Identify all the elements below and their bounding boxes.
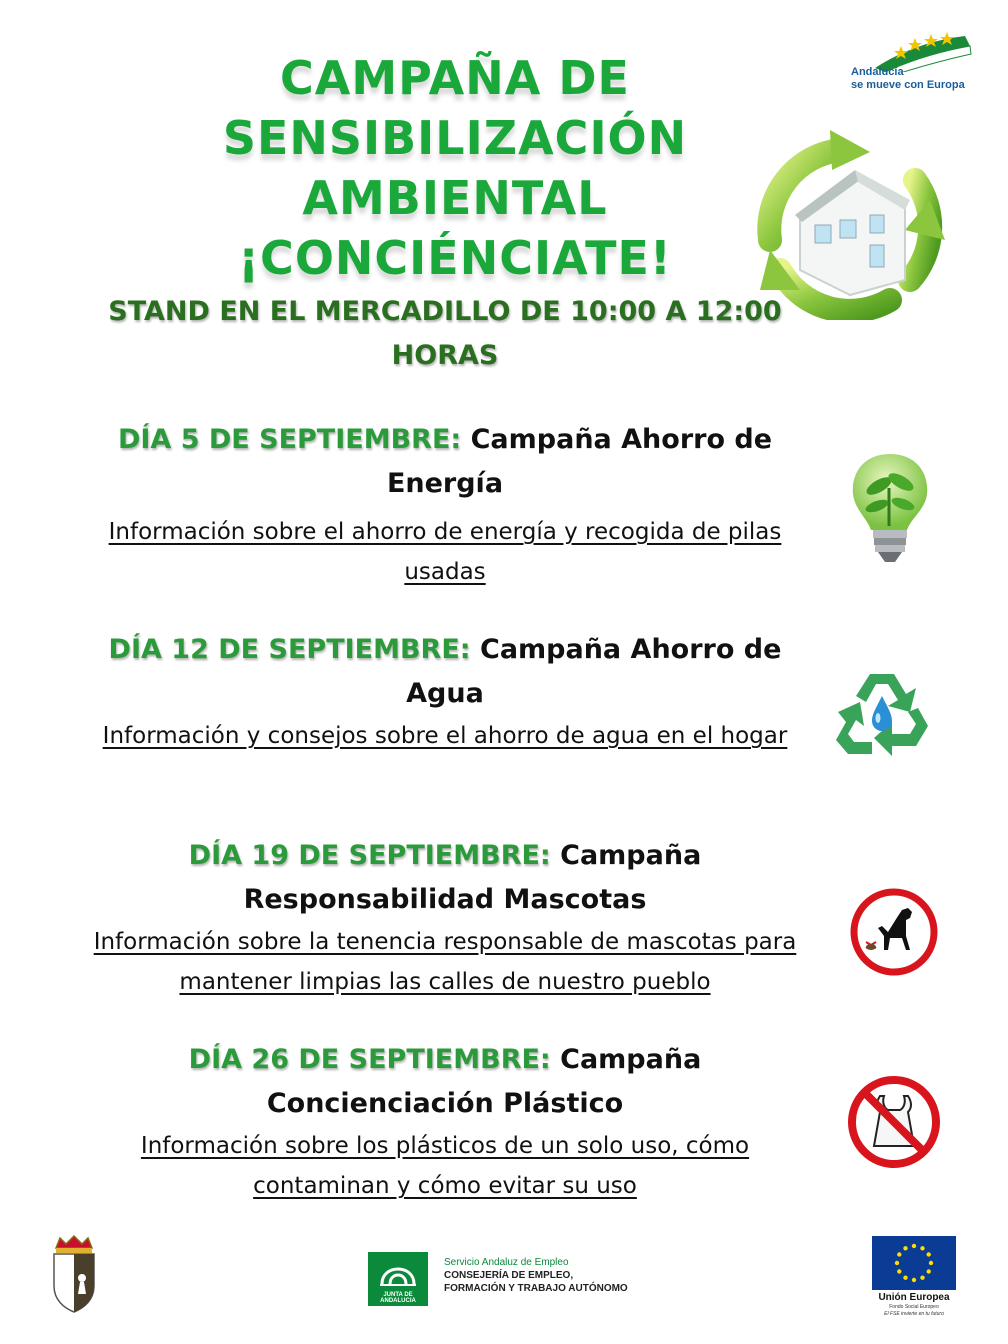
junta-andalucia-logo <box>368 1252 638 1306</box>
eu-star <box>927 1252 931 1256</box>
junta-emblem-icon <box>368 1252 428 1292</box>
andalucia-europa-logo <box>845 32 975 102</box>
event-campaign: Campaña Ahorro de Agua <box>406 634 782 709</box>
event-water <box>80 628 810 756</box>
title-line-3: ¡CONCIÉNCIATE! <box>238 231 672 285</box>
lightbulb-leaf-icon <box>845 448 935 568</box>
eu-star <box>912 1278 916 1282</box>
title-line-1: CAMPAÑA DE SENSIBILIZACIÓN <box>222 51 688 165</box>
event-description: Información sobre el ahorro de energía y recogida de pilas usadas <box>108 519 782 585</box>
eu-star <box>927 1269 931 1273</box>
event-plastic <box>80 1038 810 1206</box>
eu-star <box>903 1276 907 1280</box>
eu-star <box>929 1261 933 1265</box>
event-campaign: Campaña Responsabilidad Mascotas <box>243 840 702 915</box>
no-dog-fouling-icon <box>848 886 940 978</box>
event-energy <box>80 418 810 592</box>
junta-line-2: CONSEJERÍA DE EMPLEO, <box>444 1270 574 1281</box>
no-plastic-bag-icon <box>846 1074 942 1170</box>
eu-logo <box>872 1236 956 1322</box>
eu-star <box>903 1246 907 1250</box>
event-campaign: Campaña Ahorro de Energía <box>386 424 773 499</box>
junta-line-1: Servicio Andaluz de Empleo <box>444 1257 569 1268</box>
event-description: Información y consejos sobre el ahorro de agua en el hogar <box>102 723 788 749</box>
junta-badge <box>368 1252 428 1306</box>
page-title <box>60 48 850 288</box>
event-campaign: Campaña Concienciación Plástico <box>266 1044 702 1119</box>
eu-star <box>920 1246 924 1250</box>
event-heading <box>80 1038 810 1126</box>
event-heading <box>80 628 810 716</box>
eu-name: Unión Europea <box>878 1292 950 1303</box>
eu-star <box>897 1269 901 1273</box>
event-heading <box>80 418 810 506</box>
event-day: DÍA 26 DE SEPTIEMBRE: <box>188 1044 551 1075</box>
eu-line-1: Fondo Social Europeo <box>889 1304 939 1310</box>
eu-flag-icon <box>872 1236 956 1290</box>
event-description: Información sobre la tenencia responsable de mascotas para mantener limpias las calles de nuestro pueblo <box>93 929 797 995</box>
eu-line-2: El FSE invierte en tu futuro <box>884 1311 944 1317</box>
event-heading <box>80 834 810 922</box>
event-pets <box>80 834 810 1002</box>
andalucia-logo-line-2: se mueve con Europa <box>851 79 965 91</box>
andalucia-logo-line-1: Andalucía <box>851 66 904 78</box>
junta-line-3: FORMACIÓN Y TRABAJO AUTÓNOMO <box>444 1283 628 1294</box>
water-recycle-icon <box>832 666 932 761</box>
event-day: DÍA 12 DE SEPTIEMBRE: <box>108 634 471 665</box>
event-day: DÍA 19 DE SEPTIEMBRE: <box>188 840 551 871</box>
eu-star <box>920 1276 924 1280</box>
eu-star <box>895 1261 899 1265</box>
eu-star <box>912 1244 916 1248</box>
event-description: Información sobre los plásticos de un solo uso, cómo contaminan y cómo evitar su uso <box>140 1133 750 1199</box>
municipal-coat-of-arms-icon <box>48 1234 100 1314</box>
stand-schedule: STAND EN EL MERCADILLO DE 10:00 A 12:00 HORAS <box>108 296 782 371</box>
junta-badge-text: JUNTA DE ANDALUCIA <box>380 1292 416 1304</box>
event-day: DÍA 5 DE SEPTIEMBRE: <box>117 424 462 455</box>
title-line-2: AMBIENTAL <box>302 171 608 225</box>
eu-star <box>897 1252 901 1256</box>
